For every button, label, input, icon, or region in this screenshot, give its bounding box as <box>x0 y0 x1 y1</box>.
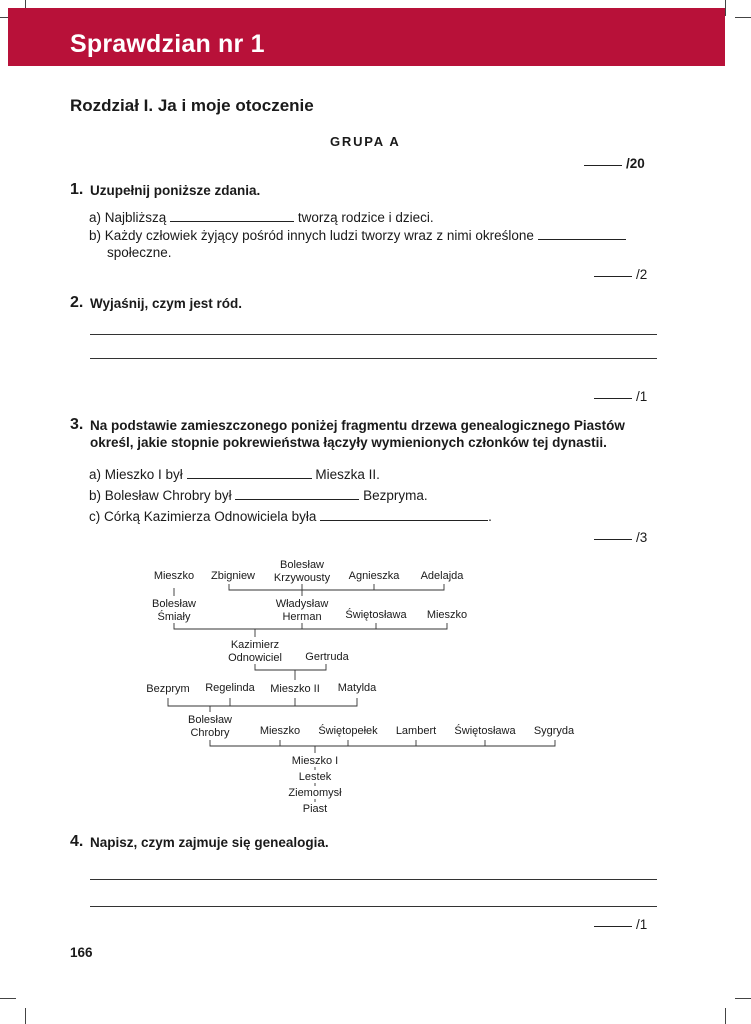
q4-score <box>594 917 647 932</box>
tree-person-line: Krzywousty <box>273 572 331 584</box>
question-text: Wyjaśnij, czym jest ród. <box>90 296 243 311</box>
tree-person <box>146 598 202 624</box>
tree-person: Lambert <box>395 725 437 737</box>
score-value: /2 <box>636 267 648 282</box>
tree-person: Mieszko I <box>291 755 339 767</box>
question-number: 3. <box>70 416 84 433</box>
tree-person-line: Odnowiciel <box>228 652 282 664</box>
question-number: 1. <box>70 181 84 198</box>
item-text: Mieszka II. <box>315 467 380 482</box>
page-title: Sprawdzian nr 1 <box>70 30 265 58</box>
tree-person: Regelinda <box>205 682 255 694</box>
total-score-value: /20 <box>626 156 645 171</box>
question-number: 2. <box>70 294 84 311</box>
item-label: b) <box>89 488 102 503</box>
item-text: Bolesław Chrobry był <box>104 488 232 503</box>
question-text-line: określ, jakie stopnie pokrewieństwa łączyły wymienionych członków tej dynastii. <box>90 435 607 450</box>
question-text-line: Na podstawie zamieszczonego poniżej fragmentu drzewa genealogicznego Piastów <box>90 418 625 433</box>
item-text: Każdy człowiek żyjący pośród innych ludzi tworzy wraz z nimi określone <box>104 228 534 243</box>
question-number: 4. <box>70 833 84 850</box>
tree-person: Piast <box>302 803 328 815</box>
question-text: Uzupełnij poniższe zdania. <box>90 183 261 198</box>
tree-person: Bezprym <box>146 683 190 695</box>
chapter-title: Rozdział I. Ja i moje otoczenie <box>70 96 314 115</box>
tree-person: Świętosława <box>345 609 407 621</box>
tree-person: Świętopełek <box>318 725 378 737</box>
tree-person-line: Bolesław <box>151 598 197 610</box>
score-value: /1 <box>636 389 648 404</box>
item-text: tworzą rodzice i dzieci. <box>297 210 434 225</box>
tree-person-line: Bolesław <box>279 559 325 571</box>
q1-item-b-continuation: społeczne. <box>107 245 172 260</box>
item-text: Bezpryma. <box>363 488 428 503</box>
tree-person-line: Bolesław <box>187 714 233 726</box>
tree-person: Lestek <box>298 771 332 783</box>
tree-person-line: Śmiały <box>157 611 191 623</box>
score-blank[interactable] <box>594 925 632 927</box>
item-text: Mieszko I był <box>104 467 183 482</box>
answer-line[interactable] <box>90 906 657 907</box>
tree-person: Gertruda <box>305 651 349 663</box>
tree-person <box>222 639 288 665</box>
tree-person-line: Kazimierz <box>230 639 280 651</box>
tree-person: Matylda <box>337 682 377 694</box>
item-label: a) <box>89 467 102 482</box>
answer-line[interactable] <box>90 879 657 880</box>
tree-person <box>270 598 334 624</box>
tree-person <box>268 559 336 585</box>
score-value: /3 <box>636 530 648 545</box>
item-text: Córką Kazimierza Odnowiciela była <box>104 509 317 524</box>
item-label: a) <box>89 210 102 225</box>
score-value: /1 <box>636 917 648 932</box>
tree-person-line: Chrobry <box>190 727 230 739</box>
tree-person: Agnieszka <box>348 570 400 582</box>
tree-person: Sygryda <box>533 725 575 737</box>
tree-person-line: Herman <box>282 611 322 623</box>
item-text: . <box>488 509 492 524</box>
tree-person: Mieszko II <box>270 683 320 695</box>
page-number: 166 <box>70 945 93 960</box>
tree-person: Mieszko <box>426 609 468 621</box>
tree-person: Adelajda <box>420 570 464 582</box>
group-label: GRUPA A <box>330 134 401 149</box>
tree-person-line: Władysław <box>275 598 329 610</box>
tree-person: Zbigniew <box>210 570 256 582</box>
tree-person: Ziemomysł <box>288 787 342 799</box>
tree-person <box>182 714 238 740</box>
tree-person: Mieszko <box>259 725 301 737</box>
item-label: c) <box>89 509 101 524</box>
item-label: b) <box>89 228 102 243</box>
item-text: Najbliższą <box>104 210 167 225</box>
question-text: Napisz, czym zajmuje się genealogia. <box>90 835 329 850</box>
tree-person: Świętosława <box>454 725 516 737</box>
tree-person: Mieszko <box>153 570 195 582</box>
